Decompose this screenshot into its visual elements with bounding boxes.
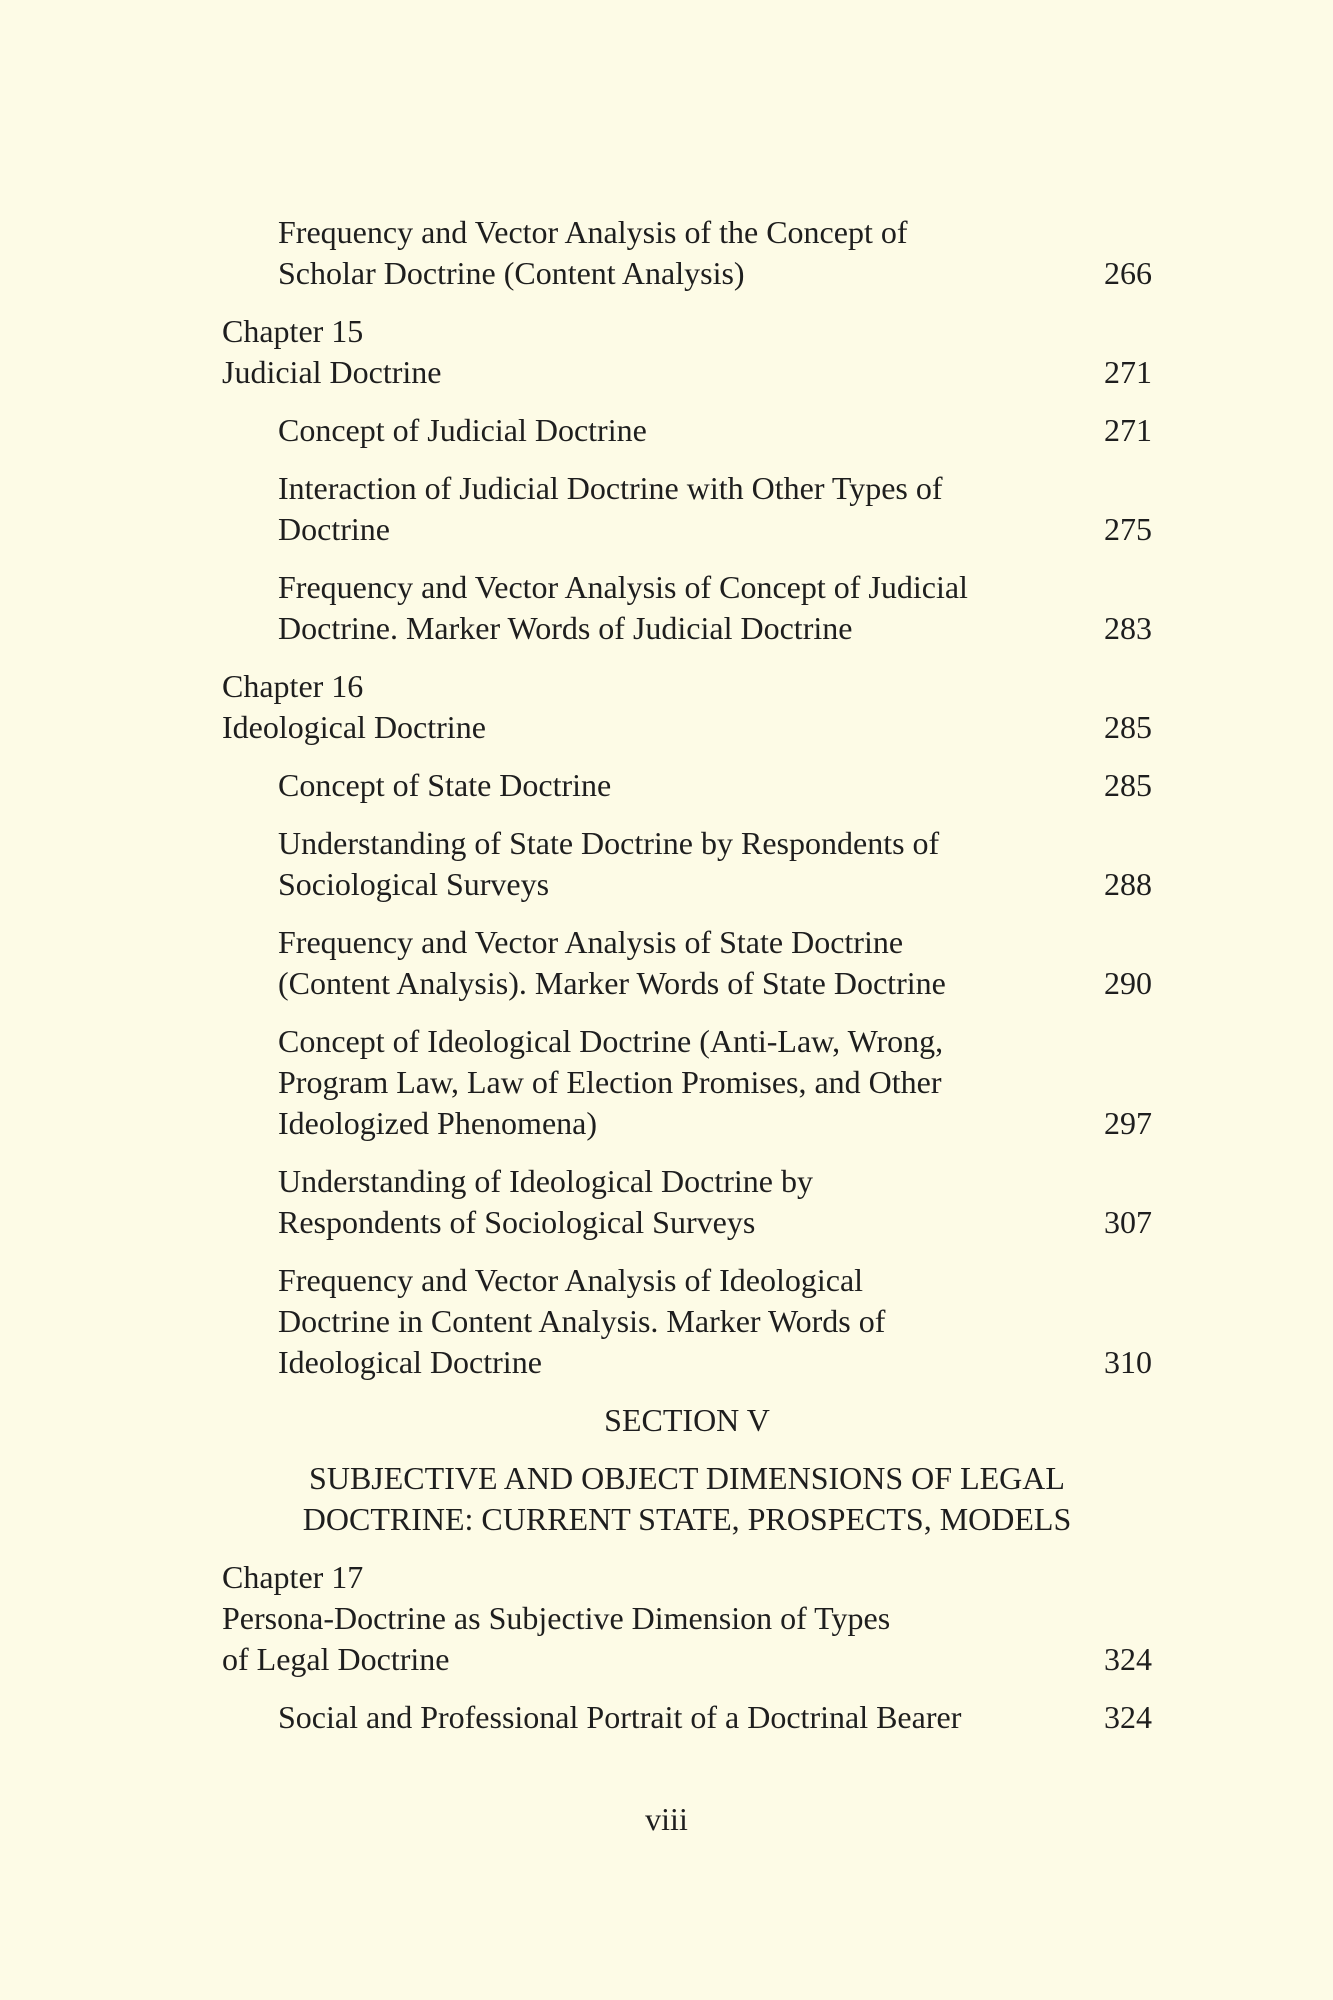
section-heading: SECTION V [604, 1402, 770, 1438]
chapter-entry [222, 1598, 1152, 1680]
toc-entry-title: Understanding of State Doctrine by Respondents of Sociological Surveys [278, 825, 940, 902]
toc-entry-title: Concept of Ideological Doctrine (Anti-Law, Wrong, Program Law, Law of Election Promises, and Other Ideologized Phenomena) [278, 1023, 944, 1141]
toc-entry [222, 1021, 1152, 1144]
toc-entry [222, 410, 1152, 451]
toc-entry-page: 283 [1104, 610, 1152, 646]
toc-entry-page: 310 [1104, 1344, 1152, 1380]
toc-entry [222, 1161, 1152, 1243]
chapter-page: 271 [1104, 354, 1152, 390]
chapter-label: Chapter 17 [222, 1559, 364, 1595]
toc-entry-title: Concept of Judicial Doctrine [278, 412, 647, 448]
toc-entry [222, 1697, 1152, 1738]
toc-entry-title: Understanding of Ideological Doctrine by Respondents of Sociological Surveys [278, 1163, 813, 1240]
toc-entry-page: 288 [1104, 866, 1152, 902]
chapter-heading [222, 1557, 1152, 1680]
chapter-heading [222, 311, 1152, 393]
chapter-label: Chapter 15 [222, 313, 364, 349]
toc-entry-page: 285 [1104, 767, 1152, 803]
toc-entry [222, 1260, 1152, 1383]
chapter-title: Ideological Doctrine [222, 709, 486, 745]
section-title: SUBJECTIVE AND OBJECT DIMENSIONS OF LEGAL DOCTRINE: CURRENT STATE, PROSPECTS, MODELS [302, 1460, 1072, 1537]
chapter-label: Chapter 16 [222, 668, 364, 704]
chapter-entry [222, 707, 1152, 748]
toc-entry-title: Frequency and Vector Analysis of the Concept of Scholar Doctrine (Content Analysis) [278, 214, 908, 291]
chapter-entry [222, 352, 1152, 393]
page-number: viii [645, 1801, 688, 1837]
toc-entry-page: 275 [1104, 511, 1152, 547]
toc-entry-page: 307 [1104, 1204, 1152, 1240]
toc-entry [222, 765, 1152, 806]
toc-entry-page: 290 [1104, 965, 1152, 1001]
toc-entry-title: Social and Professional Portrait of a Doctrinal Bearer [278, 1699, 962, 1735]
toc-entry [222, 922, 1152, 1004]
toc-entry [222, 567, 1152, 649]
toc-entry-title: Concept of State Doctrine [278, 767, 612, 803]
chapter-page: 285 [1104, 709, 1152, 745]
toc-entry-title: Frequency and Vector Analysis of State Doctrine (Content Analysis). Marker Words of State Doctrine [278, 924, 946, 1001]
toc-entry-title: Frequency and Vector Analysis of Concept of Judicial Doctrine. Marker Words of Judicial Doctrine [278, 569, 968, 646]
chapter-title: Persona-Doctrine as Subjective Dimension of Types of Legal Doctrine [222, 1600, 891, 1677]
toc-entry-page: 266 [1104, 255, 1152, 291]
toc-entry-page: 324 [1104, 1699, 1152, 1735]
toc-entry-page: 297 [1104, 1105, 1152, 1141]
toc-entry-title: Frequency and Vector Analysis of Ideological Doctrine in Content Analysis. Marker Words of Ideological Doctrine [278, 1262, 886, 1380]
table-of-contents [222, 212, 1152, 1738]
chapter-page: 324 [1104, 1641, 1152, 1677]
chapter-title: Judicial Doctrine [222, 354, 442, 390]
toc-entry-page: 271 [1104, 412, 1152, 448]
toc-entry [222, 212, 1152, 294]
chapter-heading [222, 666, 1152, 748]
toc-entry-title: Interaction of Judicial Doctrine with Other Types of Doctrine [278, 470, 943, 547]
toc-entry [222, 823, 1152, 905]
toc-entry [222, 468, 1152, 550]
